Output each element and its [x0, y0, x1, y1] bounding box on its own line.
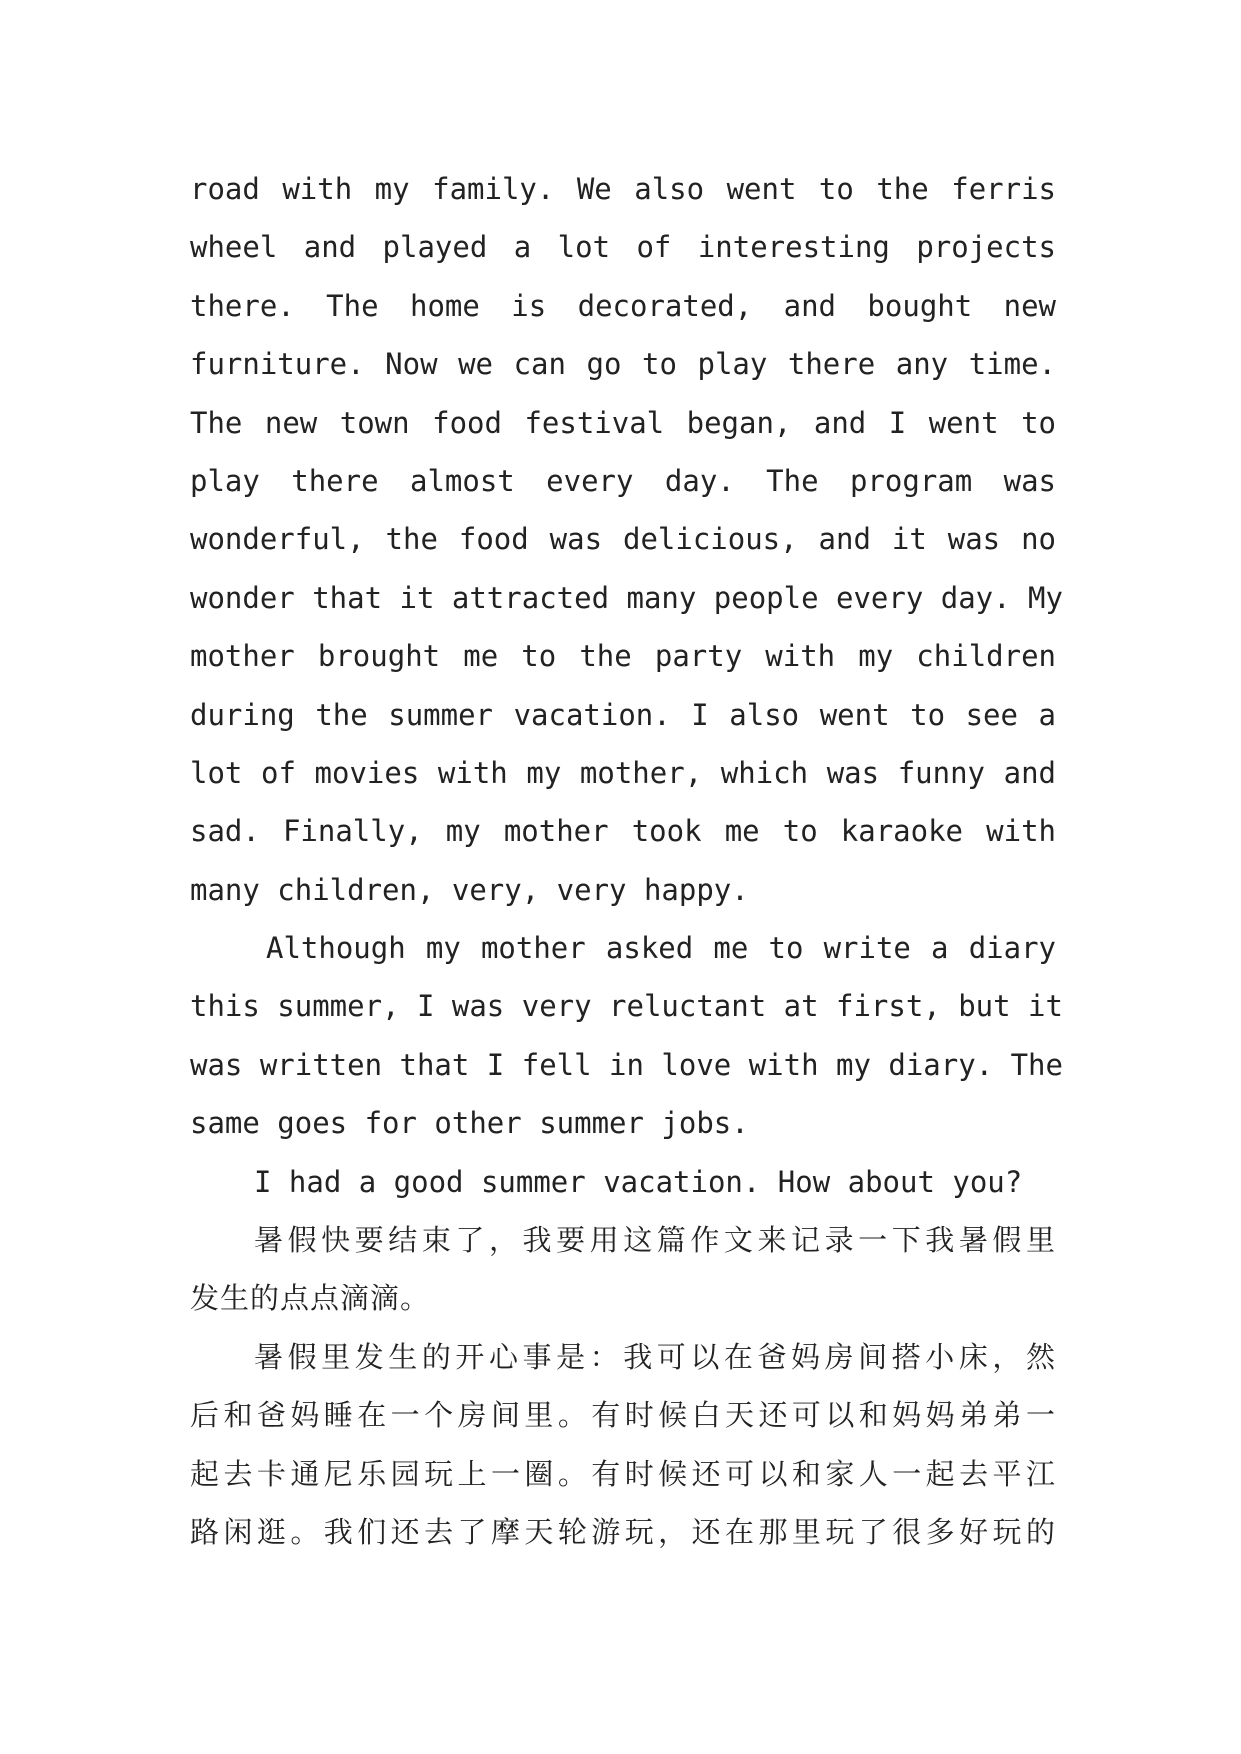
- text-line: 路闲逛。我们还去了摩天轮游玩，还在那里玩了很多好玩的: [190, 1514, 1056, 1549]
- text-line: The new town food festival began, and I went to: [190, 405, 1056, 440]
- paragraph-2: [190, 919, 1063, 1153]
- document-page: [190, 160, 1063, 1561]
- text-line: many children, very, very happy.: [190, 872, 749, 907]
- text-line: 暑假快要结束了，我要用这篇作文来记录一下我暑假里: [254, 1223, 1056, 1258]
- text-line: wonderful, the food was delicious, and it was no: [190, 522, 1056, 557]
- paragraph-1: [190, 160, 1063, 919]
- text-line: sad. Finally, my mother took me to karaoke with: [190, 814, 1056, 849]
- text-line: this summer, I was very reluctant at first, but it: [190, 989, 1063, 1024]
- text-line: 起去卡通尼乐园玩上一圈。有时候还可以和家人一起去平江: [190, 1456, 1056, 1491]
- text-line: 发生的点点滴滴。: [190, 1281, 431, 1316]
- text-line: furniture. Now we can go to play there any time.: [190, 347, 1056, 382]
- paragraph-5: [190, 1328, 1056, 1562]
- text-line: during the summer vacation. I also went to see a: [190, 697, 1056, 732]
- text-line: lot of movies with my mother, which was funny and: [190, 755, 1056, 790]
- text-line: wheel and played a lot of interesting projects: [190, 230, 1056, 265]
- text-line: 暑假里发生的开心事是：我可以在爸妈房间搭小床，然: [254, 1339, 1056, 1374]
- paragraph-3: [190, 1153, 1056, 1211]
- text-line: same goes for other summer jobs.: [190, 1106, 749, 1141]
- paragraph-4: [190, 1211, 1056, 1328]
- text-line: was written that I fell in love with my diary. The: [190, 1047, 1063, 1082]
- text-line: 后和爸妈睡在一个房间里。有时候白天还可以和妈妈弟弟一: [190, 1398, 1056, 1433]
- text-line: mother brought me to the party with my children: [190, 639, 1056, 674]
- text-line: Although my mother asked me to write a diary: [266, 931, 1056, 966]
- text-line: there. The home is decorated, and bought new: [190, 288, 1056, 323]
- text-line: road with my family. We also went to the ferris: [190, 172, 1056, 206]
- text-line: I had a good summer vacation. How about you?: [254, 1164, 1023, 1199]
- text-line: wonder that it attracted many people every day. My: [190, 580, 1063, 615]
- text-line: play there almost every day. The program was: [190, 463, 1056, 498]
